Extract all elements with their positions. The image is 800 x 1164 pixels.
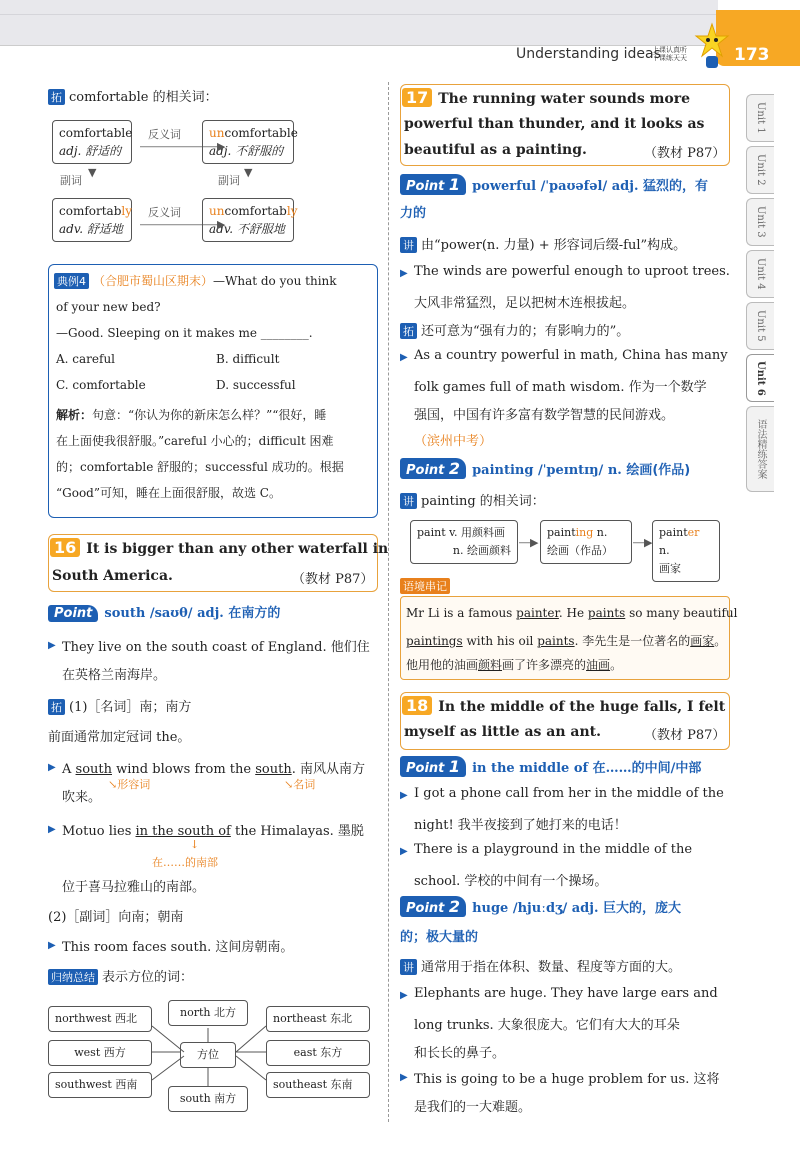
antonym-label-2: 反义词	[148, 206, 181, 219]
tab-unit-1[interactable]: Unit 1	[746, 94, 774, 142]
dir-southeast: southeast 东南	[266, 1072, 370, 1098]
arrow-down-icon: ▼	[244, 166, 253, 179]
example-middle-2-cn: school. 学校的中间有一个操场。	[414, 874, 608, 889]
comfortable-related-heading: 拓 comfortable 的相关词：	[48, 86, 218, 105]
example-4-question-2: of your new bed?	[56, 300, 161, 314]
textbook-ref: （教材 P87）	[292, 572, 374, 587]
point-huge: Point 2 huge /hjuːdʒ/ adj. 巨大的，庞大	[400, 896, 681, 917]
bullet-icon: ▶	[400, 790, 408, 801]
bullet-icon: ▶	[48, 940, 56, 951]
sentence-16-line-2: South America.	[52, 568, 173, 584]
dir-center: 方位	[180, 1042, 236, 1068]
bullet-icon: ▶	[400, 352, 408, 363]
example-powerful-1-cn: 大风非常猛烈，足以把树木连根拔起。	[414, 296, 636, 311]
example-huge-2-cn: 是我们的一大难题。	[414, 1100, 532, 1115]
arrow-right-icon: ―▶	[633, 536, 653, 549]
example-south-1-cn: 在英格兰南海岸。	[62, 668, 167, 683]
point-powerful: Point 1 powerful /ˈpaʊəfəl/ adj. 猛烈的，有	[400, 174, 708, 195]
dir-northeast: northeast 东北	[266, 1006, 370, 1032]
bullet-icon: ▶	[48, 762, 56, 773]
dir-west: west 西方	[48, 1040, 152, 1066]
dir-north: north 北方	[168, 1000, 248, 1026]
tab-unit-6[interactable]: Unit 6	[746, 354, 774, 402]
dir-east: east 东方	[266, 1040, 370, 1066]
example-huge-2: This is going to be a huge problem for us. 这将	[414, 1072, 720, 1087]
example-middle-2: There is a playground in the middle of the	[414, 842, 693, 857]
example-powerful-2-b: folk games full of math wisdom. 作为一个数学	[414, 380, 707, 395]
example-middle-1: I got a phone call from her in the middle of the	[414, 786, 724, 801]
south-noun-note-2: 前面通常加定冠词 the。	[48, 730, 191, 745]
bullet-icon: ▶	[400, 846, 408, 857]
sentence-17: 17 The running water sounds more	[402, 88, 728, 107]
star-mascot-icon	[694, 22, 730, 70]
textbook-ref: （教材 P87）	[644, 728, 726, 743]
dir-northwest: northwest 西北	[48, 1006, 152, 1032]
sentence-16: 16 It is bigger than any other waterfall in	[50, 538, 388, 557]
bullet-icon: ▶	[400, 990, 408, 1001]
option-c[interactable]: C. comfortable	[56, 378, 146, 392]
analysis-line-3: 的；comfortable 舒服的；successful 成功的。根据	[56, 460, 344, 474]
adverb-label-2: 副词	[218, 174, 240, 187]
analysis-line-2: 在上面使我很舒服。”careful 小心的；difficult 困难	[56, 434, 334, 448]
sentence-17-line-2: powerful than thunder, and it looks as	[404, 116, 705, 132]
south-adverb-note: (2)［副词］向南；朝南	[48, 910, 184, 925]
tab-unit-2[interactable]: Unit 2	[746, 146, 774, 194]
bullet-icon: ▶	[48, 824, 56, 835]
example-4-question: 典例4 （合肥市蜀山区期末）—What do you think	[54, 272, 337, 289]
example-south-4: This room faces south. 这间房朝南。	[62, 940, 294, 955]
word-box-uncomfortable: uncomfortable adj. 不舒服的	[202, 120, 294, 164]
point-in-the-middle-of: Point 1 in the middle of 在……的中间/中部	[400, 756, 701, 777]
note-adjective: ↘形容词	[108, 778, 151, 791]
arrow-down-icon: ↓	[190, 838, 200, 851]
point-huge-meaning-2: 的；极大量的	[400, 930, 479, 945]
word-box-uncomfortably: uncomfortably adv. 不舒服地	[202, 198, 294, 242]
sentence-18-line-2: myself as little as an ant.	[404, 724, 601, 740]
word-box-comfortable: comfortable adj. 舒适的	[52, 120, 132, 164]
option-d[interactable]: D. successful	[216, 378, 296, 392]
point-powerful-meaning-2: 力的	[400, 206, 427, 221]
header-title: Understanding ideas	[516, 46, 661, 62]
analysis-line-4: “Good”可知，睡在上面很舒服，故选 C。	[56, 486, 281, 500]
example-powerful-2: As a country powerful in math, China has many	[414, 348, 728, 363]
point-south: Point south /saʊθ/ adj. 在南方的	[48, 602, 280, 622]
summary-heading: 归纳总结 表示方位的词：	[48, 966, 193, 985]
note-in-the-south-of: 在……的南部	[152, 856, 218, 869]
analysis-line-1: 解析：句意：“你认为你的新床怎么样？”“很好，睡	[56, 408, 327, 422]
sentence-18: 18 In the middle of the huge falls, I felt	[402, 696, 725, 715]
header-strip	[0, 0, 718, 46]
textbook-ref: （教材 P87）	[644, 146, 726, 161]
word-box-paint: paint v. 用颜料画 n. 绘画颜料	[410, 520, 518, 564]
tab-unit-5[interactable]: Unit 5	[746, 302, 774, 350]
sentence-17-line-3: beautiful as a painting.	[404, 142, 587, 158]
context-line-2: paintings with his oil paints. 李先生是一位著名的画家。	[406, 634, 727, 648]
powerful-explain: 讲 由“power(n. 力量) + 形容词后缀-ful”构成。	[400, 234, 686, 253]
dir-south: south 南方	[168, 1086, 248, 1112]
huge-explain: 讲 通常用于指在体积、数量、程度等方面的大。	[400, 956, 681, 975]
example-huge-1: Elephants are huge. They have large ears and	[414, 986, 718, 1001]
tab-grammar-answers[interactable]: 语法精练答案	[746, 406, 774, 492]
powerful-extension: 拓 还可意为“强有力的；有影响力的”。	[400, 320, 629, 339]
word-box-comfortably: comfortably adv. 舒适地	[52, 198, 132, 242]
example-4-question-3: —Good. Sleeping on it makes me ________.	[56, 326, 313, 340]
example-south-3-cn: 位于喜马拉雅山的南部。	[62, 880, 206, 895]
example-south-2-cn: 吹来。	[62, 790, 102, 805]
page-number: 173	[734, 45, 770, 65]
word-box-painter: painter n. 画家	[652, 520, 720, 582]
antonym-label-1: 反义词	[148, 128, 181, 141]
bullet-icon: ▶	[400, 268, 408, 279]
bullet-icon: ▶	[48, 640, 56, 651]
note-noun: ↘名词	[284, 778, 316, 791]
tab-unit-3[interactable]: Unit 3	[746, 198, 774, 246]
example-huge-1-b: long trunks. 大象很庞大。它们有大大的耳朵	[414, 1018, 680, 1033]
exam-source: （滨州中考）	[414, 434, 493, 449]
example-south-2: A south wind blows from the south. 南风从南方	[62, 762, 365, 777]
example-middle-1-cn: night! 我半夜接到了她打来的电话！	[414, 818, 627, 833]
example-powerful-2-c: 强国，中国有许多富有数学智慧的民间游戏。	[414, 408, 675, 423]
point-painting: Point 2 painting /ˈpeɪntɪŋ/ n. 绘画(作品)	[400, 458, 690, 479]
tab-unit-4[interactable]: Unit 4	[746, 250, 774, 298]
arrow-down-icon: ▼	[88, 166, 97, 179]
arrow-right-icon: ―――――――▶	[140, 218, 226, 231]
adverb-label-1: 副词	[60, 174, 82, 187]
bullet-icon: ▶	[400, 1072, 408, 1083]
option-a[interactable]: A. careful	[56, 352, 116, 366]
context-line-3: 他用他的油画颜料画了许多漂亮的油画。	[406, 658, 623, 672]
context-line-1: Mr Li is a famous painter. He paints so many beautiful	[406, 606, 738, 620]
header-slogan: 上课认真听 下课练天天	[652, 46, 687, 62]
example-powerful-1: The winds are powerful enough to uproot trees.	[414, 264, 730, 279]
context-tag: 语境串记	[400, 578, 454, 594]
column-divider	[388, 82, 389, 1122]
example-south-3: Motuo lies in the south of the Himalayas. 墨脱	[62, 824, 364, 839]
south-noun-note: 拓 (1)［名词］南；南方	[48, 696, 191, 715]
arrow-right-icon: ―――――――▶	[140, 140, 226, 153]
dir-southwest: southwest 西南	[48, 1072, 152, 1098]
direction-connectors	[150, 1018, 270, 1088]
example-south-1: They live on the south coast of England. 他们住	[62, 640, 370, 655]
word-box-painting: painting n. 绘画（作品）	[540, 520, 632, 564]
option-b[interactable]: B. difficult	[216, 352, 280, 366]
arrow-right-icon: ―▶	[519, 536, 539, 549]
painting-related-heading: 讲 painting 的相关词：	[400, 490, 545, 509]
example-huge-1-c: 和长长的鼻子。	[414, 1046, 506, 1061]
